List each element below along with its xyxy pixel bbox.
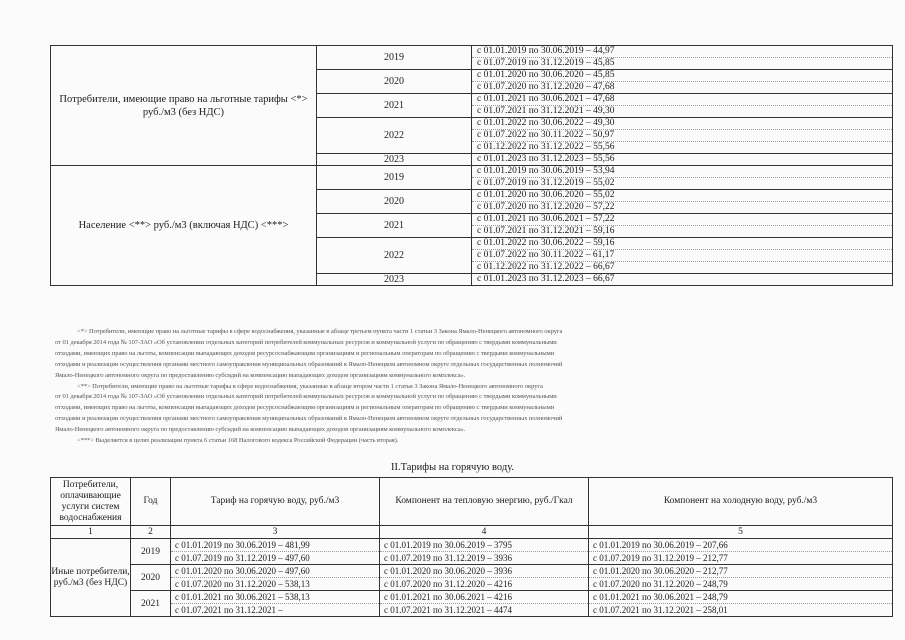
tariff-periods-cell — [472, 190, 893, 214]
tariff-period-line: с 01.01.2020 по 30.06.2020 – 3936 — [380, 565, 588, 578]
tariff-periods-cell — [589, 539, 893, 565]
tariff-periods-cell — [380, 565, 589, 591]
footnote-line: отходами и реализации осуществления органами местного самоуправления муниципальных образований в Ямало-Ненецком автономном округе отдельных государственных полномочий — [55, 360, 563, 368]
tariff-periods-cell — [589, 591, 893, 617]
footnote-line: Ямало-Ненецкого автономного округа по предоставлению субсидий на компенсацию выпадающих доходов организациям коммунального комплекса». — [55, 371, 466, 379]
year-cell: 2022 — [317, 118, 472, 154]
tariff-periods-cell — [171, 539, 380, 565]
tariff-period-line: с 01.12.2022 по 31.12.2022 – 66,67 — [477, 262, 615, 272]
header-heat-component: Компонент на тепловую энергию, руб./Гкал — [380, 478, 589, 526]
tariff-periods-cell — [472, 166, 893, 190]
tariff-period-line: с 01.01.2021 по 30.06.2021 – 57,22 — [472, 214, 892, 226]
table-row — [51, 565, 893, 591]
consumer-group-label: Население <**> руб./м3 (включая НДС) <***> — [51, 166, 317, 286]
tariff-periods-cell — [380, 539, 589, 565]
footnote-line: Ямало-Ненецкого автономного округа по предоставлению субсидий на компенсацию выпадающих доходов организациям коммунального комплекса». — [55, 426, 466, 434]
tariff-period-line: с 01.01.2021 по 30.06.2021 – 538,13 — [171, 591, 379, 604]
footnote-line: отходами, имеющих право на льготы, компенсации выпадающих доходов ресурсоснабжающим организациям и региональным операторам по обращению с твердыми коммунальными — [55, 349, 555, 357]
table-row — [51, 591, 893, 617]
tariff-periods-cell — [589, 565, 893, 591]
footnote-line: от 01 декабря 2014 года № 107-ЗАО «Об установлении отдельных категорий потребителей коммунальных ресурсов и коммунальной услуги по обращению с твердыми коммунальными — [55, 338, 557, 346]
tariff-period-line: с 01.12.2022 по 31.12.2022 – 55,56 — [477, 142, 615, 152]
tariff-period-line: с 01.01.2019 по 30.06.2019 – 44,97 — [472, 46, 892, 58]
tariff-periods-cell — [472, 46, 893, 70]
tariff-periods-cell — [472, 154, 893, 166]
year-cell: 2023 — [317, 274, 472, 286]
year-cell: 2019 — [131, 539, 171, 565]
tariff-periods-cell — [171, 565, 380, 591]
tariff-period-line: с 01.01.2021 по 30.06.2021 – 248,79 — [589, 591, 892, 604]
table-row — [51, 46, 893, 70]
year-cell: 2020 — [131, 565, 171, 591]
tariff-period-line: с 01.01.2020 по 30.06.2020 – 55,02 — [472, 190, 892, 202]
tariff-period-line: с 01.01.2021 по 30.06.2021 – 47,68 — [472, 94, 892, 106]
tariff-period-line: с 01.01.2022 по 30.06.2022 – 59,16 — [472, 238, 892, 250]
tariff-period-line: с 01.07.2021 по 31.12.2021 – 59,16 — [477, 226, 615, 236]
tariff-period-line: с 01.07.2020 по 31.12.2020 – 4216 — [384, 579, 513, 589]
header-cold-water-component: Компонент на холодную воду, руб./м3 — [589, 478, 893, 526]
consumer-group-label: Иные потребители, руб./м3 (без НДС) — [51, 539, 131, 617]
tariff-period-line: с 01.07.2019 по 31.12.2019 – 45,85 — [477, 58, 615, 68]
tariff-periods-cell — [472, 94, 893, 118]
tariff-period-line: с 01.01.2019 по 30.06.2019 – 3795 — [380, 539, 588, 552]
tariff-period-line: с 01.01.2023 по 31.12.2023 – 55,56 — [477, 154, 615, 164]
tariff-period-line: с 01.07.2020 по 31.12.2020 – 47,68 — [477, 82, 615, 92]
tariff-period-line: с 01.07.2019 по 31.12.2019 – 497,60 — [175, 553, 310, 563]
tariff-period-line: с 01.01.2021 по 30.06.2021 – 4216 — [380, 591, 588, 604]
year-cell: 2019 — [317, 166, 472, 190]
tariff-period-line: с 01.01.2019 по 30.06.2019 – 53,94 — [472, 166, 892, 178]
tariff-table-hot-water — [50, 477, 893, 617]
footnote-line: отходами, имеющих право на льготы, компенсации выпадающих доходов ресурсоснабжающим организациям и региональным операторам по обращению с твердыми коммунальными — [55, 404, 555, 412]
section-title: II.Тарифы на горячую воду. — [390, 462, 515, 473]
year-cell: 2019 — [317, 46, 472, 70]
year-cell: 2021 — [317, 214, 472, 238]
tariff-period-line: с 01.07.2021 по 31.12.2021 – 4474 — [384, 605, 513, 615]
tariff-period-line: с 01.07.2020 по 31.12.2020 – 538,13 — [175, 579, 310, 589]
tariff-period-line: с 01.07.2021 по 31.12.2021 – 258,01 — [593, 605, 728, 615]
year-cell: 2020 — [317, 190, 472, 214]
column-number: 1 — [51, 526, 131, 539]
table-header-row — [51, 478, 893, 526]
tariff-period-line: с 01.07.2022 по 30.11.2022 – 61,17 — [472, 250, 892, 262]
tariff-period-line: с 01.01.2020 по 30.06.2020 – 212,77 — [589, 565, 892, 578]
column-number: 3 — [171, 526, 380, 539]
tariff-period-line: с 01.07.2021 по 31.12.2021 – — [175, 605, 283, 615]
page-bottom-edge — [0, 631, 905, 640]
footnote-line: от 01 декабря 2014 года № 107-ЗАО «Об установлении отдельных категорий потребителей коммунальных ресурсов и коммунальной услуги по обращению с твердыми коммунальными — [55, 393, 557, 401]
tariff-periods-cell — [171, 591, 380, 617]
tariff-periods-cell — [472, 238, 893, 274]
table-row — [51, 539, 893, 565]
footnote-line: отходами и реализации осуществления органами местного самоуправления муниципальных образований в Ямало-Ненецком автономном округе отдельных государственных полномочий — [55, 415, 563, 423]
footnotes — [55, 327, 895, 447]
tariff-period-line: с 01.07.2019 по 31.12.2019 – 55,02 — [477, 178, 615, 188]
tariff-period-line: с 01.01.2019 по 30.06.2019 – 207,66 — [589, 539, 892, 552]
table-row — [51, 166, 893, 190]
year-cell: 2021 — [317, 94, 472, 118]
tariff-period-line: с 01.07.2020 по 31.12.2020 – 57,22 — [477, 202, 615, 212]
header-consumers: Потребители, оплачивающие услуги систем водоснабжения — [51, 478, 131, 526]
tariff-table-cold-water — [50, 45, 893, 286]
column-number-row — [51, 526, 893, 539]
tariff-period-line: с 01.01.2020 по 30.06.2020 – 497,60 — [171, 565, 379, 578]
footnote-line: <*> Потребители, имеющие право на льготные тарифы в сфере водоснабжения, указанные в абзаце третьем пункта части 1 статьи 3 Закона Ямало-Ненецкого автономного округа — [77, 328, 563, 335]
tariff-period-line: с 01.07.2019 по 31.12.2019 – 212,77 — [593, 553, 728, 563]
year-cell: 2022 — [317, 238, 472, 274]
tariff-period-line: с 01.01.2019 по 30.06.2019 – 481,99 — [171, 539, 379, 552]
tariff-period-line: с 01.07.2022 по 30.11.2022 – 50,97 — [472, 130, 892, 142]
tariff-periods-cell — [472, 70, 893, 94]
year-cell: 2020 — [317, 70, 472, 94]
column-number: 2 — [131, 526, 171, 539]
tariff-period-line: с 01.07.2020 по 31.12.2020 – 248,79 — [593, 579, 728, 589]
tariff-periods-cell — [472, 274, 893, 286]
tariff-periods-cell — [472, 118, 893, 154]
footnote-line: <**> Потребители, имеющие право на льготные тарифы в сфере водоснабжения, указанные в абзаце втором части 1 статьи 3 Закона Ямало-Ненецкого автономного округа — [77, 382, 543, 390]
consumer-group-label: Потребители, имеющие право на льготные тарифы <*> руб./м3 (без НДС) — [51, 46, 317, 166]
tariff-periods-cell — [472, 214, 893, 238]
tariff-period-line: с 01.01.2023 по 31.12.2023 – 66,67 — [477, 274, 615, 284]
tariff-period-line: с 01.07.2019 по 31.12.2019 – 3936 — [384, 553, 513, 563]
column-number: 4 — [380, 526, 589, 539]
tariff-period-line: с 01.01.2020 по 30.06.2020 – 45,85 — [472, 70, 892, 82]
column-number: 5 — [589, 526, 893, 539]
tariff-periods-cell — [380, 591, 589, 617]
year-cell: 2021 — [131, 591, 171, 617]
tariff-period-line: с 01.01.2022 по 30.06.2022 – 49,30 — [472, 118, 892, 130]
header-year: Год — [131, 478, 171, 526]
year-cell: 2023 — [317, 154, 472, 166]
tariff-period-line: с 01.07.2021 по 31.12.2021 – 49,30 — [477, 106, 615, 116]
footnote-line: <***> Выделяется в целях реализации пункта 6 статьи 168 Налогового кодекса Российской Федерации (часть вторая). — [77, 437, 399, 445]
header-tariff: Тариф на горячую воду, руб./м3 — [171, 478, 380, 526]
